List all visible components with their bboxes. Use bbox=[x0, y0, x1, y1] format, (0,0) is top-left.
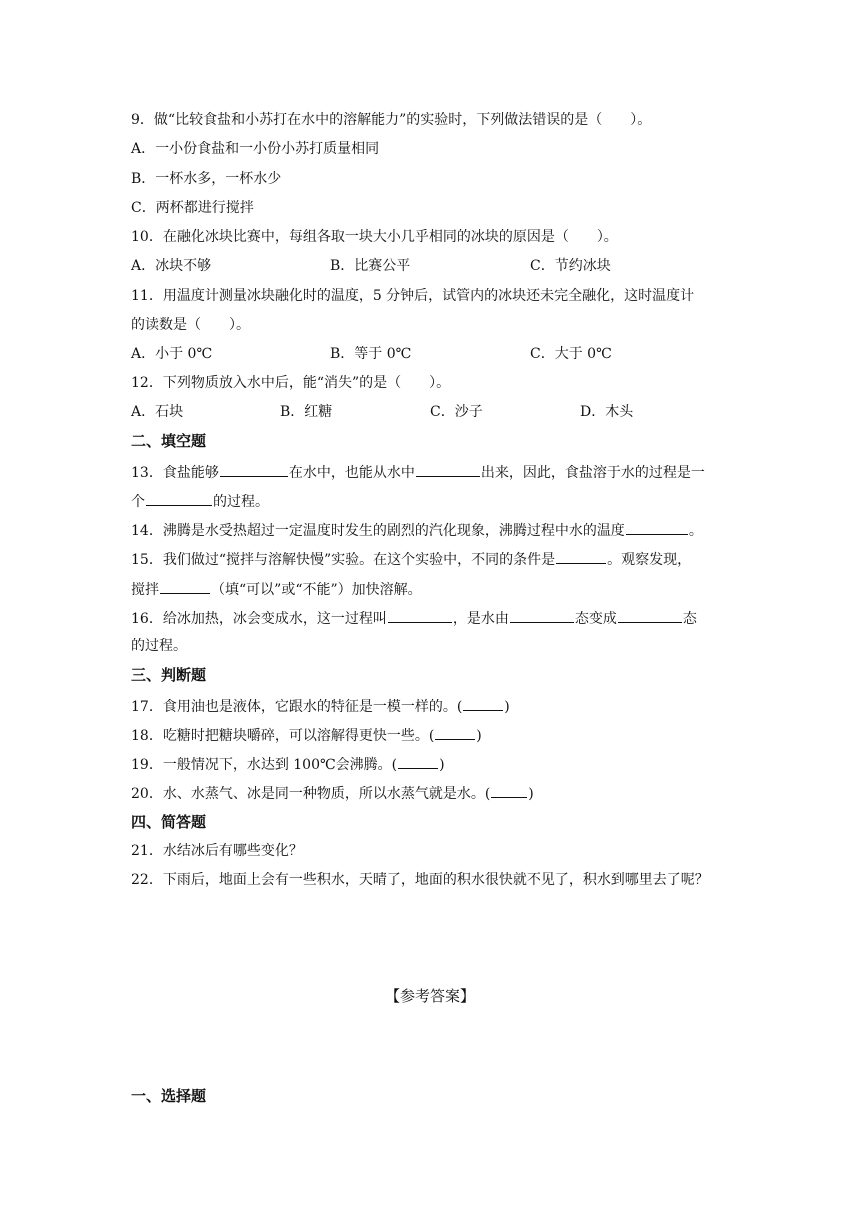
q12-stem: 12．下列物质放入水中后，能“消失”的是（ ）。 bbox=[131, 375, 451, 391]
q10-stem: 10．在融化冰块比赛中，每组各取一块大小几乎相同的冰块的原因是（ ）。 bbox=[131, 229, 618, 245]
q11-option-b: B．等于 0℃ bbox=[330, 346, 412, 362]
q12-option-b: B．红糖 bbox=[280, 404, 333, 420]
q9-stem: 9．做“比较食盐和小苏打在水中的溶解能力”的实验时，下列做法错误的是（ ）。 bbox=[131, 112, 652, 128]
q15-line1 bbox=[131, 548, 691, 570]
q20-blank bbox=[491, 782, 527, 798]
q10-option-c: C．节约冰块 bbox=[530, 258, 611, 274]
q19-blank bbox=[398, 753, 438, 769]
answer-key-title: 【参考答案】 bbox=[384, 987, 475, 1005]
q17-text-1: 17．食用油也是液体，它跟水的特征是一模一样的。( bbox=[131, 699, 463, 715]
q11-option-c: C．大于 0℃ bbox=[530, 346, 612, 362]
q18-blank bbox=[435, 724, 475, 740]
q11-stem-line1: 11．用温度计测量冰块融化时的温度，5 分钟后，试管内的冰块还未完全融化，这时温度计 bbox=[131, 288, 695, 304]
q13-blank-3 bbox=[146, 490, 212, 506]
q21-line: 21．水结冰后有哪些变化？ bbox=[131, 843, 303, 859]
q13-text-3: 出来，因此，食盐溶于水的过程是一 bbox=[480, 465, 705, 481]
q11-option-a: A．小于 0℃ bbox=[131, 346, 213, 362]
q16-blank-3 bbox=[618, 607, 682, 623]
q13-text-1: 13．食盐能够 bbox=[131, 465, 219, 481]
q15-blank-1 bbox=[556, 548, 606, 564]
q20-text-1: 20．水、水蒸气、冰是同一种物质，所以水蒸气就是水。( bbox=[131, 786, 491, 802]
q16-text-4: 态 bbox=[682, 611, 697, 627]
q14-line bbox=[131, 519, 703, 541]
section-heading-short-answer: 四、简答题 bbox=[131, 813, 207, 831]
q9-option-c: C．两杯都进行搅拌 bbox=[131, 200, 254, 216]
q15-text-1: 15．我们做过“搅拌与溶解快慢”实验。在这个实验中，不同的条件是 bbox=[131, 552, 556, 568]
q20-text-2: ) bbox=[528, 786, 534, 802]
q15-line2 bbox=[131, 578, 422, 600]
q16-text-2: ，是水由 bbox=[452, 611, 509, 627]
q17-text-2: ) bbox=[504, 699, 510, 715]
q16-line1 bbox=[131, 607, 697, 629]
q9-option-a: A．一小份食盐和一小份小苏打质量相同 bbox=[131, 141, 380, 157]
q19-line bbox=[131, 753, 445, 775]
q12-option-a: A．石块 bbox=[131, 404, 184, 420]
section-heading-true-false: 三、判断题 bbox=[131, 666, 207, 684]
q14-blank bbox=[626, 519, 688, 535]
q13-line1 bbox=[131, 461, 705, 483]
q17-line bbox=[131, 695, 510, 717]
q12-option-d: D．木头 bbox=[580, 404, 634, 420]
q13-blank-2 bbox=[416, 461, 480, 477]
q13-text-2: 在水中，也能从水中 bbox=[288, 465, 415, 481]
q15-text-2: 。观察发现， bbox=[607, 552, 692, 568]
q10-option-b: B．比赛公平 bbox=[330, 258, 411, 274]
q10-option-a: A．冰块不够 bbox=[131, 258, 212, 274]
q18-text-2: ) bbox=[476, 728, 482, 744]
q19-text-1: 19．一般情况下，水达到 100℃会沸腾。( bbox=[131, 757, 398, 773]
q16-blank-2 bbox=[510, 607, 574, 623]
q16-text-3: 态变成 bbox=[574, 611, 617, 627]
q13-text-4: 个 bbox=[131, 494, 145, 510]
q20-line bbox=[131, 782, 534, 804]
section-heading-fill-blank: 二、填空题 bbox=[131, 432, 207, 450]
q13-text-5: 的过程。 bbox=[213, 494, 269, 510]
q12-option-c: C．沙子 bbox=[430, 404, 483, 420]
q14-text-1: 14．沸腾是水受热超过一定温度时发生的剧烈的汽化现象，沸腾过程中水的温度 bbox=[131, 523, 625, 539]
q15-text-3: 搅拌 bbox=[131, 582, 159, 598]
q19-text-2: ) bbox=[439, 757, 445, 773]
q18-text-1: 18．吃糖时把糖块嚼碎，可以溶解得更快一些。( bbox=[131, 728, 435, 744]
q22-line: 22．下雨后，地面上会有一些积水，天晴了，地面的积水很快就不见了，积水到哪里去了呢？ bbox=[131, 872, 709, 888]
q15-blank-2 bbox=[160, 578, 210, 594]
q14-text-2: 。 bbox=[688, 523, 703, 539]
q16-blank-1 bbox=[388, 607, 452, 623]
q15-text-4: （填“可以”或“不能”）加快溶解。 bbox=[211, 582, 422, 598]
q9-option-b: B．一杯水多，一杯水少 bbox=[131, 171, 282, 187]
q16-text-1: 16．给冰加热，冰会变成水，这一过程叫 bbox=[131, 611, 387, 627]
q17-blank bbox=[463, 695, 503, 711]
answer-section-heading-choice: 一、选择题 bbox=[131, 1087, 207, 1105]
q18-line bbox=[131, 724, 482, 746]
q11-stem-line2: 的读数是（ ）。 bbox=[131, 317, 250, 333]
q16-line2: 的过程。 bbox=[131, 638, 187, 654]
q13-line2 bbox=[131, 490, 269, 512]
q13-blank-1 bbox=[220, 461, 288, 477]
